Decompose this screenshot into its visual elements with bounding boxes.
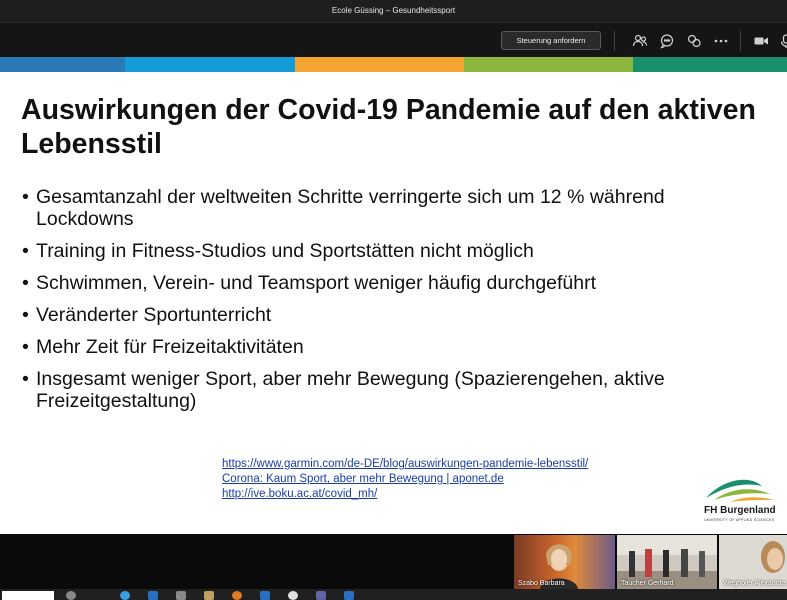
toolbar-divider [614,31,615,51]
more-icon[interactable] [712,32,730,50]
taskbar-search-box[interactable] [2,591,54,600]
reference-links [222,457,588,502]
search-icon[interactable] [66,591,76,600]
window-title: Ecole Güssing – Gesundheitssport [0,0,787,22]
participant-name: Szabo Barbara [518,580,565,587]
participant-tile[interactable] [617,535,717,589]
camera-icon[interactable] [752,32,770,50]
bullet-text: Insgesamt weniger Sport, aber mehr Bewegung (Spazierengehen, aktive Freizeitgestaltung) [36,368,665,412]
reference-link-boku[interactable]: http://ive.boku.ac.at/covid_mh/ [222,488,378,500]
reference-link-garmin[interactable]: https://www.garmin.com/de-DE/blog/auswirkungen-pandemie-lebensstil/ [222,458,589,470]
bullet-item: • Training in Fitness-Studios und Sportstätten nicht möglich [22,240,534,262]
request-control-button[interactable]: Steuerung anfordern [501,31,601,50]
chrome-icon[interactable] [288,591,298,600]
people-icon[interactable] [631,32,649,50]
reactions-icon[interactable] [685,32,703,50]
brand-stripe-segment [295,57,464,72]
fh-burgenland-logo [700,472,785,527]
app-icon[interactable] [176,591,186,600]
logo-subtitle: UNIVERSITY OF APPLIED SCIENCES [704,518,775,522]
bullet-item: • Mehr Zeit für Freizeitaktivitäten [22,336,304,358]
participant-name: Taucher Gerhard [621,580,674,587]
teams-icon[interactable] [316,591,326,600]
bullet-text: Mehr Zeit für Freizeitaktivitäten [36,336,304,358]
browser-icon[interactable] [120,591,130,600]
slide-title: Auswirkungen der Covid-19 Pandemie auf den aktiven Lebensstil [21,94,756,160]
reference-link-aponet[interactable]: Corona: Kaum Sport, aber mehr Bewegung | aponet.de [222,473,504,485]
meeting-toolbar [0,22,787,57]
bullet-item: • Veränderter Sportunterricht [22,304,272,326]
bullet-item: • Schwimmen, Verein- und Teamsport weniger häufig durchgeführt [22,272,597,294]
logo-name: FH Burgenland [704,505,776,516]
toolbar-divider [740,31,741,51]
bullet-text: Gesamtanzahl der weltweiten Schritte verringerte sich um 12 % während Lockdowns [36,186,665,230]
brand-stripe-segment [633,57,787,72]
chat-icon[interactable] [658,32,676,50]
brand-stripe-segment [125,57,295,72]
bullet-text: Schwimmen, Verein- und Teamsport weniger häufig durchgeführt [36,272,597,294]
os-taskbar [0,589,787,600]
bullet-list [22,186,742,422]
bullet-item: • Insgesamt weniger Sport, aber mehr Bewegung (Spazierengehen, aktive Freizeitgestaltung) [22,368,665,412]
participant-tile[interactable] [514,535,615,589]
participant-tile[interactable] [719,535,787,589]
outlook-icon[interactable] [344,591,354,600]
participant-name: Wegholer Alexandra [723,580,786,587]
files-icon[interactable] [204,591,214,600]
brand-stripe-segment [464,57,633,72]
bullet-item: • Gesamtanzahl der weltweiten Schritte verringerte sich um 12 % während Lockdowns [22,186,665,230]
bullet-text: Training in Fitness-Studios und Sportstätten nicht möglich [36,240,534,262]
mail-icon[interactable] [148,591,158,600]
brand-stripe-segment [0,57,125,72]
bullet-text: Veränderter Sportunterricht [36,304,272,326]
shared-slide [0,72,787,534]
firefox-icon[interactable] [232,591,242,600]
word-icon[interactable] [260,591,270,600]
mic-icon[interactable] [777,32,787,50]
